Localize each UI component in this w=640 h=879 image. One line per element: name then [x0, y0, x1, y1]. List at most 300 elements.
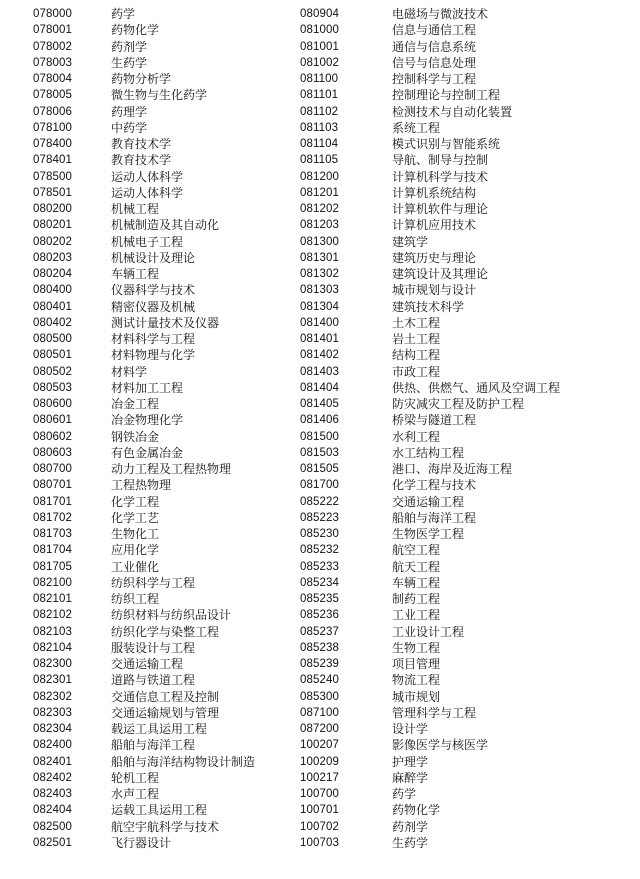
list-row — [0, 412, 300, 428]
list-row — [0, 510, 300, 526]
list-row — [300, 87, 640, 103]
list-row — [300, 396, 640, 412]
subject-name: 信号与信息处理 — [392, 55, 477, 70]
subject-name: 运动人体科学 — [111, 169, 184, 184]
subject-code: 081103 — [300, 121, 339, 134]
subject-name: 纺织工程 — [111, 592, 160, 606]
list-row — [0, 754, 300, 770]
subject-name: 冶金物理化学 — [111, 413, 184, 428]
list-row — [0, 266, 300, 282]
list-row — [300, 770, 640, 786]
list-row — [0, 55, 300, 71]
subject-code: 078004 — [33, 73, 72, 85]
subject-code: 100209 — [300, 755, 339, 768]
list-row — [0, 656, 300, 672]
subject-name: 城市规划与设计 — [392, 283, 477, 298]
list-row — [0, 672, 300, 688]
list-row — [0, 364, 300, 380]
subject-name: 纺织化学与染整工程 — [111, 624, 220, 639]
list-row — [300, 445, 640, 461]
subject-code: 078003 — [33, 56, 72, 69]
subject-name: 城市规划 — [392, 689, 441, 704]
subject-code: 085240 — [300, 674, 339, 687]
list-row — [0, 705, 300, 721]
list-row — [0, 607, 300, 623]
subject-code: 081503 — [300, 446, 339, 459]
list-row — [300, 737, 640, 753]
list-row — [300, 6, 640, 22]
list-row — [0, 71, 300, 87]
list-row — [0, 201, 300, 217]
subject-code: 081301 — [300, 251, 339, 264]
subject-name: 市政工程 — [392, 364, 441, 379]
list-row — [300, 591, 640, 607]
subject-code: 080602 — [33, 430, 72, 443]
subject-name: 港口、海岸及近海工程 — [392, 462, 513, 476]
subject-name: 船舶与海洋工程 — [111, 738, 196, 753]
list-row — [300, 185, 640, 201]
list-row — [0, 169, 300, 185]
subject-code: 087100 — [300, 706, 339, 719]
list-row — [300, 607, 640, 623]
subject-code: 100703 — [300, 836, 339, 849]
subject-name: 轮机工程 — [111, 770, 160, 785]
subject-name: 生药学 — [111, 55, 148, 70]
list-row — [300, 461, 640, 477]
subject-code: 085223 — [300, 511, 339, 524]
list-row — [300, 640, 640, 656]
subject-name: 桥梁与隧道工程 — [392, 413, 477, 428]
subject-code: 081100 — [300, 73, 339, 85]
subject-code: 082103 — [33, 625, 72, 638]
subject-name: 有色金属冶金 — [111, 445, 184, 460]
list-row — [0, 429, 300, 445]
list-row — [300, 380, 640, 396]
subject-name: 纺织材料与纺织品设计 — [111, 608, 232, 623]
list-row — [300, 217, 640, 233]
subject-name: 物流工程 — [392, 673, 441, 688]
list-row — [0, 380, 300, 396]
subject-code: 100217 — [300, 771, 339, 784]
subject-code: 081105 — [300, 154, 339, 167]
subject-name: 通信与信息系统 — [392, 39, 477, 54]
list-row — [0, 445, 300, 461]
subject-name: 管理科学与工程 — [392, 705, 477, 720]
subject-code: 100207 — [300, 739, 339, 752]
list-row — [0, 250, 300, 266]
subject-name: 建筑历史与理论 — [392, 250, 477, 265]
subject-code: 082401 — [33, 755, 72, 768]
subject-name: 材料科学与工程 — [111, 332, 196, 346]
subject-code: 082301 — [33, 674, 72, 687]
subject-name: 土木工程 — [392, 315, 441, 330]
subject-name: 建筑学 — [392, 234, 429, 249]
subject-name: 交通运输工程 — [111, 657, 184, 671]
subject-code: 078000 — [33, 8, 72, 20]
subject-name: 建筑设计及其理论 — [392, 267, 489, 281]
subject-name: 航天工程 — [392, 559, 441, 574]
subject-name: 药学 — [392, 787, 417, 801]
subject-name: 水声工程 — [111, 787, 160, 801]
list-row — [300, 542, 640, 558]
subject-code: 081302 — [300, 268, 339, 280]
subject-code: 078002 — [33, 40, 72, 53]
subject-code: 082400 — [33, 739, 72, 752]
subject-code: 081702 — [33, 511, 72, 524]
subject-name: 岩土工程 — [392, 332, 441, 346]
subject-code: 078501 — [33, 186, 72, 199]
subject-name: 教育技术学 — [111, 137, 172, 151]
subject-name: 药物化学 — [111, 23, 160, 38]
list-row — [300, 802, 640, 818]
subject-name: 制药工程 — [392, 592, 441, 606]
subject-code: 081500 — [300, 430, 339, 443]
subject-name: 中药学 — [111, 120, 148, 135]
list-row — [0, 87, 300, 103]
subject-name: 化学工程 — [111, 494, 160, 509]
subject-code: 100700 — [300, 788, 339, 800]
list-row — [300, 705, 640, 721]
subject-name: 生物工程 — [392, 640, 441, 655]
list-row — [300, 819, 640, 835]
subject-name: 化学工艺 — [111, 510, 160, 525]
list-row — [300, 559, 640, 575]
subject-code: 080201 — [33, 219, 72, 232]
subject-code: 081703 — [33, 528, 72, 540]
list-row — [300, 835, 640, 851]
subject-code: 085232 — [300, 544, 339, 557]
list-row — [300, 22, 640, 38]
subject-code: 080402 — [33, 316, 72, 329]
list-row — [300, 754, 640, 770]
subject-code: 081101 — [300, 89, 339, 102]
subject-name: 生物化工 — [111, 527, 160, 541]
list-row — [0, 689, 300, 705]
subject-code: 085237 — [300, 625, 339, 638]
subject-code: 081402 — [300, 349, 339, 362]
subject-name: 航空宇航科学与技术 — [111, 819, 220, 834]
right-column — [300, 6, 640, 851]
subject-code: 082403 — [33, 788, 72, 800]
subject-code: 081701 — [33, 495, 72, 508]
subject-code: 081202 — [300, 203, 339, 215]
list-row — [300, 120, 640, 136]
subject-code: 080700 — [33, 463, 72, 475]
list-row — [300, 136, 640, 152]
list-row — [0, 396, 300, 412]
subject-name: 服装设计与工程 — [111, 640, 196, 655]
list-row — [0, 299, 300, 315]
subject-code: 080600 — [33, 398, 72, 410]
subject-name: 计算机应用技术 — [392, 218, 477, 233]
subject-name: 交通信息工程及控制 — [111, 689, 220, 704]
list-row — [0, 835, 300, 851]
list-row — [0, 770, 300, 786]
subject-name: 精密仪器及机械 — [111, 299, 196, 314]
list-row — [300, 152, 640, 168]
list-row — [300, 689, 640, 705]
subject-code: 081303 — [300, 284, 339, 297]
subject-name: 仪器科学与技术 — [111, 283, 196, 298]
subject-code: 080904 — [300, 8, 339, 20]
list-row — [300, 721, 640, 737]
subject-name: 药剂学 — [392, 819, 429, 834]
subject-name: 车辆工程 — [392, 575, 441, 590]
subject-code: 081104 — [300, 138, 339, 150]
list-row — [0, 136, 300, 152]
list-row — [300, 656, 640, 672]
subject-name: 设计学 — [392, 722, 429, 736]
subject-name: 交通运输规划与管理 — [111, 705, 220, 720]
subject-code: 078400 — [33, 138, 72, 150]
subject-name: 车辆工程 — [111, 267, 160, 281]
subject-code: 082500 — [33, 820, 72, 833]
subject-code: 082100 — [33, 576, 72, 589]
list-row — [300, 282, 640, 298]
list-row — [0, 120, 300, 136]
subject-name: 教育技术学 — [111, 153, 172, 168]
subject-code: 078001 — [33, 24, 72, 37]
subject-code: 082404 — [33, 804, 72, 817]
subject-name: 模式识别与智能系统 — [392, 137, 501, 151]
subject-name: 交通运输工程 — [392, 494, 465, 509]
subject-code: 100701 — [300, 804, 339, 817]
subject-code: 080603 — [33, 446, 72, 459]
subject-name: 工业催化 — [111, 559, 160, 574]
subject-name: 机械制造及其自动化 — [111, 218, 220, 233]
subject-name: 工业设计工程 — [392, 624, 465, 639]
subject-name: 钢铁冶金 — [111, 429, 160, 444]
subject-name: 水利工程 — [392, 429, 441, 444]
subject-name: 动力工程及工程热物理 — [111, 462, 232, 476]
subject-code: 085230 — [300, 528, 339, 540]
subject-name: 运动人体科学 — [111, 185, 184, 200]
subject-code: 082304 — [33, 723, 72, 735]
list-row — [0, 331, 300, 347]
subject-name: 药剂学 — [111, 39, 148, 54]
subject-code: 081102 — [300, 105, 339, 118]
subject-name: 防灾减灾工程及防护工程 — [392, 397, 525, 411]
subject-code: 080503 — [33, 381, 72, 394]
subject-code: 078100 — [33, 121, 72, 134]
subject-name: 计算机软件与理论 — [392, 202, 489, 216]
subject-code: 080204 — [33, 268, 72, 280]
list-row — [0, 819, 300, 835]
subject-name: 生物医学工程 — [392, 527, 465, 541]
subject-name: 材料学 — [111, 364, 148, 379]
subject-name: 计算机系统结构 — [392, 185, 477, 200]
subject-name: 护理学 — [392, 754, 429, 769]
subject-name: 微生物与生化药学 — [111, 88, 208, 103]
subject-code: 085238 — [300, 641, 339, 654]
subject-name: 控制理论与控制工程 — [392, 88, 501, 103]
subject-code: 081400 — [300, 316, 339, 329]
subject-name: 导航、制导与控制 — [392, 153, 489, 168]
list-row — [300, 494, 640, 510]
list-row — [0, 737, 300, 753]
subject-code: 081001 — [300, 40, 339, 53]
subject-code: 080200 — [33, 203, 72, 215]
subject-code: 082102 — [33, 609, 72, 622]
subject-code: 087200 — [300, 723, 339, 735]
subject-code: 081404 — [300, 381, 339, 394]
subject-code: 082104 — [33, 641, 72, 654]
subject-name: 材料加工工程 — [111, 380, 184, 395]
list-row — [300, 412, 640, 428]
subject-name: 工业工程 — [392, 608, 441, 623]
subject-code: 080501 — [33, 349, 72, 362]
subject-code: 078500 — [33, 170, 72, 183]
subject-code: 085300 — [300, 690, 339, 703]
subject-name: 药理学 — [111, 104, 148, 119]
subject-name: 化学工程与技术 — [392, 478, 477, 493]
subject-code: 085233 — [300, 560, 339, 573]
subject-code: 085236 — [300, 609, 339, 622]
subject-code: 082101 — [33, 593, 72, 605]
subject-code: 081705 — [33, 560, 72, 573]
subject-code: 100702 — [300, 820, 339, 833]
list-row — [300, 266, 640, 282]
list-row — [300, 169, 640, 185]
subject-code: 082303 — [33, 706, 72, 719]
list-row — [300, 331, 640, 347]
list-row — [0, 786, 300, 802]
left-column — [0, 6, 300, 851]
list-row — [300, 364, 640, 380]
subject-code: 085222 — [300, 495, 339, 508]
list-row — [300, 250, 640, 266]
subject-code: 080400 — [33, 284, 72, 297]
list-row — [300, 315, 640, 331]
subject-code: 078006 — [33, 105, 72, 118]
subject-code: 081704 — [33, 544, 72, 557]
list-row — [0, 104, 300, 120]
subject-name: 供热、供燃气、通风及空调工程 — [392, 380, 561, 395]
list-row — [0, 234, 300, 250]
subject-name: 冶金工程 — [111, 397, 160, 411]
subject-code: 085235 — [300, 593, 339, 605]
list-row — [300, 55, 640, 71]
list-row — [0, 802, 300, 818]
subject-code: 081000 — [300, 24, 339, 37]
list-row — [0, 282, 300, 298]
list-row — [0, 721, 300, 737]
list-row — [0, 494, 300, 510]
subject-name: 影像医学与核医学 — [392, 738, 489, 753]
list-row — [0, 6, 300, 22]
subject-name: 材料物理与化学 — [111, 348, 196, 363]
subject-code: 080202 — [33, 235, 72, 248]
list-row — [300, 575, 640, 591]
list-row — [300, 347, 640, 363]
subject-name: 系统工程 — [392, 120, 441, 135]
subject-name: 航空工程 — [392, 543, 441, 558]
subject-code: 082300 — [33, 658, 72, 670]
subject-code: 080500 — [33, 333, 72, 345]
list-row — [300, 786, 640, 802]
subject-name: 电磁场与微波技术 — [392, 7, 489, 21]
subject-name: 机械电子工程 — [111, 234, 184, 249]
subject-code: 081304 — [300, 300, 339, 313]
list-row — [300, 526, 640, 542]
subject-code: 085239 — [300, 658, 339, 670]
subject-name: 船舶与海洋工程 — [392, 510, 477, 525]
subject-name: 飞行器设计 — [111, 835, 172, 850]
subject-name: 道路与铁道工程 — [111, 673, 196, 688]
subject-code: 080203 — [33, 251, 72, 264]
list-row — [300, 39, 640, 55]
subject-name: 运载工具运用工程 — [111, 803, 208, 818]
subject-name: 船舶与海洋结构物设计制造 — [111, 754, 256, 769]
list-row — [0, 575, 300, 591]
subject-code: 078005 — [33, 89, 72, 102]
subject-name: 药物分析学 — [111, 72, 172, 86]
list-row — [0, 461, 300, 477]
subject-code: 081203 — [300, 219, 339, 232]
subject-code: 081405 — [300, 398, 339, 410]
subject-name: 机械工程 — [111, 202, 160, 216]
subject-name: 计算机科学与技术 — [392, 169, 489, 184]
subject-name: 机械设计及理论 — [111, 250, 196, 265]
list-row — [300, 477, 640, 493]
list-row — [300, 510, 640, 526]
subject-code: 080701 — [33, 479, 72, 492]
list-row — [300, 672, 640, 688]
subject-name: 建筑技术科学 — [392, 299, 465, 314]
list-row — [0, 315, 300, 331]
subject-code: 082402 — [33, 771, 72, 784]
subject-code: 085234 — [300, 576, 339, 589]
subject-code: 080401 — [33, 300, 72, 313]
subject-name: 信息与通信工程 — [392, 23, 477, 38]
list-row — [0, 22, 300, 38]
list-row — [0, 217, 300, 233]
list-row — [0, 39, 300, 55]
list-row — [0, 526, 300, 542]
subject-name: 项目管理 — [392, 657, 441, 671]
list-row — [0, 591, 300, 607]
list-row — [0, 559, 300, 575]
subject-code: 080601 — [33, 414, 72, 427]
list-row — [300, 299, 640, 315]
list-row — [0, 152, 300, 168]
subject-name: 载运工具运用工程 — [111, 722, 208, 736]
subject-code: 081401 — [300, 333, 339, 345]
list-row — [300, 71, 640, 87]
subject-code: 081300 — [300, 235, 339, 248]
list-row — [0, 477, 300, 493]
subject-code: 082302 — [33, 690, 72, 703]
subject-code: 078401 — [33, 154, 72, 167]
subject-name: 药学 — [111, 7, 136, 21]
subject-name: 纺织科学与工程 — [111, 575, 196, 590]
list-row — [0, 640, 300, 656]
subject-code: 081406 — [300, 414, 339, 427]
subject-name: 药物化学 — [392, 803, 441, 818]
subject-code: 081002 — [300, 56, 339, 69]
subject-name: 生药学 — [392, 835, 429, 850]
subject-name: 结构工程 — [392, 348, 441, 363]
subject-name: 麻醉学 — [392, 770, 429, 785]
subject-name: 工程热物理 — [111, 478, 172, 493]
list-row — [0, 347, 300, 363]
subject-name: 检测技术与自动化装置 — [392, 104, 513, 119]
list-row — [0, 185, 300, 201]
list-row — [0, 624, 300, 640]
list-row — [300, 624, 640, 640]
subject-code: 081505 — [300, 463, 339, 475]
subject-code: 081201 — [300, 186, 339, 199]
